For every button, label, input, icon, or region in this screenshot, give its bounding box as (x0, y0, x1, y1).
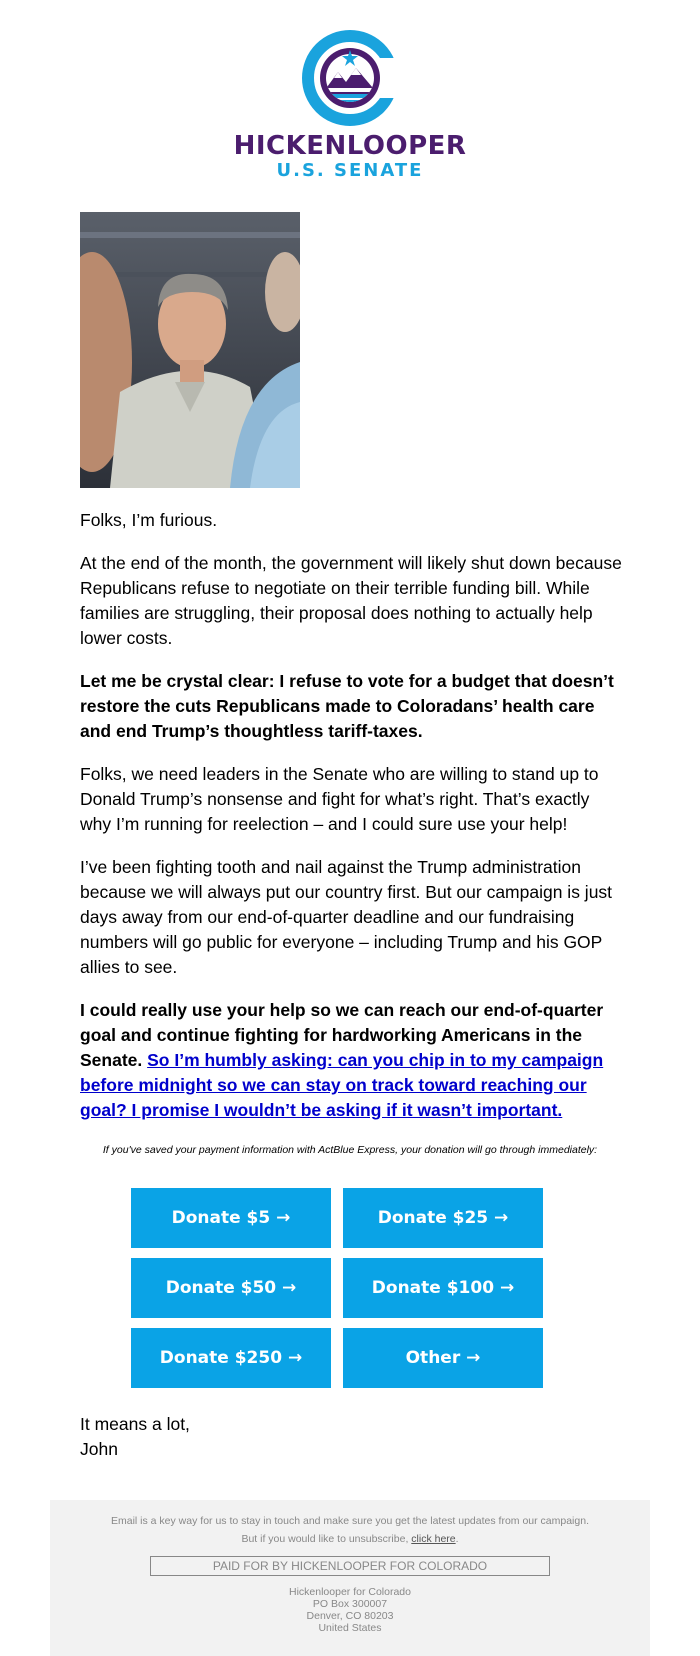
address-line: Hickenlooper for Colorado (289, 1586, 411, 1598)
donate-50-button[interactable]: Donate $50 → (131, 1258, 331, 1318)
mountain-logo-icon (300, 28, 400, 128)
address-line: United States (318, 1622, 382, 1634)
address-line: Denver, CO 80203 (306, 1610, 394, 1622)
signoff-name: John (80, 1439, 118, 1459)
paragraph-budget: Let me be crystal clear: I refuse to vote for a budget that doesn’t restore the cuts Republicans made to Coloradans’ health care and end Trump’s thoughtless tariff-taxes. (80, 671, 614, 741)
signoff (80, 1412, 190, 1462)
paragraph-ask (80, 998, 625, 1123)
candidate-photo-image (80, 212, 300, 488)
paragraph-opening: Folks, I’m furious. (80, 510, 218, 530)
donate-5-button[interactable]: Donate $5 → (131, 1188, 331, 1248)
footer-unsubscribe-text (50, 1533, 650, 1545)
actblue-express-note: If you've saved your payment information with ActBlue Express, your donation will go through immediately: (102, 1144, 598, 1156)
unsubscribe-suffix: . (455, 1533, 459, 1545)
email-body (80, 508, 625, 1141)
paid-for-disclaimer: PAID FOR BY HICKENLOOPER FOR COLORADO (150, 1556, 550, 1576)
mailing-address (50, 1586, 650, 1634)
ask-bold-text: I could really use your help so we can reach our end-of-quarter goal and continue fighting for hardworking Americans in the Senate. (80, 1000, 604, 1070)
address-line: PO Box 300007 (312, 1598, 388, 1610)
candidate-photo (80, 212, 300, 488)
donate-100-button[interactable]: Donate $100 → (343, 1258, 543, 1318)
logo-name: HICKENLOOPER (233, 131, 467, 161)
paragraph-leaders: Folks, we need leaders in the Senate who are willing to stand up to Donald Trump’s nonsense and fight for what’s right. That’s exactly why I’m running for reelection – and I could sure use your help! (80, 764, 599, 834)
donate-ask-link[interactable]: So I’m humbly asking: can you chip in to my campaign before midnight so we can stay on track toward reaching our goal? I promise I wouldn’t be asking if it wasn’t important. (80, 1050, 604, 1120)
logo-subtitle: U.S. SENATE (276, 160, 424, 181)
paragraph-fighting: I’ve been fighting tooth and nail against the Trump administration because we will always put our country first. But our campaign is just days away from our end-of-quarter deadline and our fundraising numbers will go public for everyone – including Trump and his GOP allies to see. (80, 857, 613, 977)
unsubscribe-link[interactable]: click here (411, 1533, 456, 1545)
signoff-line: It means a lot, (80, 1414, 190, 1434)
campaign-logo[interactable] (0, 28, 700, 182)
donate-25-button[interactable]: Donate $25 → (343, 1188, 543, 1248)
unsubscribe-prefix: But if you would like to unsubscribe, (241, 1533, 412, 1545)
footer-info-text: Email is a key way for us to stay in touch and make sure you get the latest updates from our campaign. (111, 1515, 589, 1527)
donate-other-button[interactable]: Other → (343, 1328, 543, 1388)
paragraph-shutdown: At the end of the month, the government will likely shut down because Republicans refuse to negotiate on their terrible funding bill. While families are struggling, their proposal does nothing to actually help lower costs. (80, 553, 622, 648)
donate-250-button[interactable]: Donate $250 → (131, 1328, 331, 1388)
email-footer (50, 1500, 650, 1656)
